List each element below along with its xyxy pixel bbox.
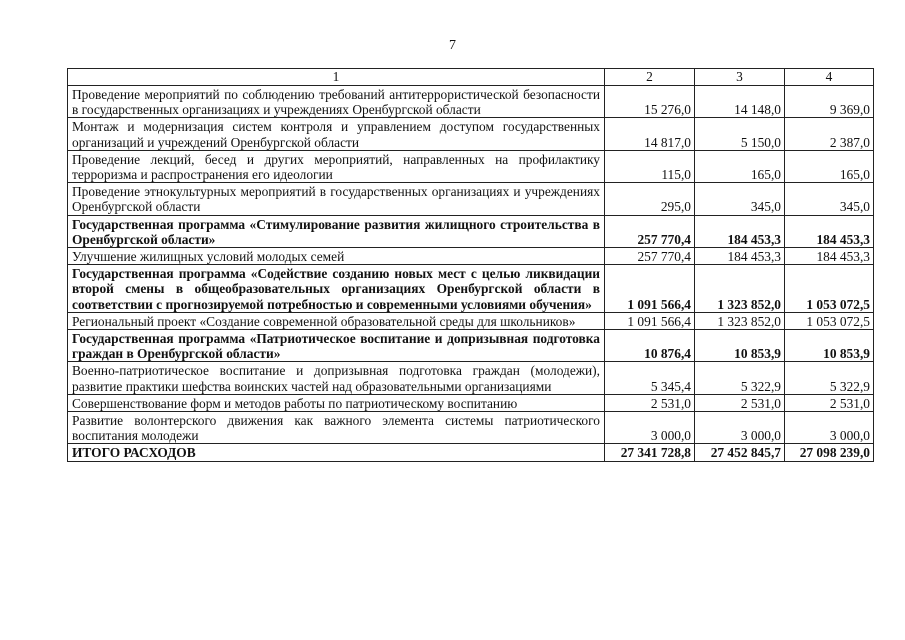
table-row [68,330,874,362]
table-row [68,444,874,461]
value-col-2: 27 341 728,8 [605,444,695,461]
table-row [68,412,874,444]
value-col-3: 5 322,9 [695,362,785,394]
value-col-3: 184 453,3 [695,248,785,265]
value-col-3: 2 531,0 [695,394,785,411]
header-col-1: 1 [68,69,605,86]
value-col-2: 15 276,0 [605,86,695,118]
value-col-4: 1 053 072,5 [785,312,874,329]
value-col-3: 184 453,3 [695,215,785,247]
value-col-3: 165,0 [695,150,785,182]
value-col-3: 10 853,9 [695,330,785,362]
value-col-4: 345,0 [785,183,874,215]
value-col-3: 1 323 852,0 [695,312,785,329]
row-name: Региональный проект «Создание современной образовательной среды для школьников» [68,312,605,329]
value-col-4: 5 322,9 [785,362,874,394]
budget-table [67,68,874,462]
value-col-3: 27 452 845,7 [695,444,785,461]
table-row [68,86,874,118]
page-number: 7 [449,38,456,53]
value-col-2: 257 770,4 [605,248,695,265]
row-name: Проведение этнокультурных мероприятий в государственных организациях и учреждениях Оренбургской области [68,183,605,215]
table-row [68,265,874,313]
value-col-3: 345,0 [695,183,785,215]
row-name: Совершенствование форм и методов работы по патриотическому воспитанию [68,394,605,411]
value-col-2: 5 345,4 [605,362,695,394]
value-col-2: 14 817,0 [605,118,695,150]
table-row [68,312,874,329]
value-col-2: 1 091 566,4 [605,312,695,329]
table-row [68,362,874,394]
value-col-3: 5 150,0 [695,118,785,150]
value-col-2: 115,0 [605,150,695,182]
value-col-4: 10 853,9 [785,330,874,362]
value-col-2: 10 876,4 [605,330,695,362]
value-col-2: 3 000,0 [605,412,695,444]
row-name: Проведение лекций, бесед и других мероприятий, направленных на профилактику терроризма и распространения его идеологии [68,150,605,182]
row-name: Улучшение жилищных условий молодых семей [68,248,605,265]
value-col-4: 2 531,0 [785,394,874,411]
table-row [68,215,874,247]
value-col-4: 3 000,0 [785,412,874,444]
header-col-3: 3 [695,69,785,86]
value-col-4: 184 453,3 [785,215,874,247]
header-col-2: 2 [605,69,695,86]
table-row [68,248,874,265]
value-col-2: 295,0 [605,183,695,215]
row-name: Военно-патриотическое воспитание и допризывная подготовка граждан (молодежи), развитие практики шефства воинских частей над образовательными организациями [68,362,605,394]
value-col-2: 1 091 566,4 [605,265,695,313]
value-col-4: 9 369,0 [785,86,874,118]
value-col-3: 1 323 852,0 [695,265,785,313]
table-row [68,118,874,150]
header-row [68,69,874,86]
header-col-4: 4 [785,69,874,86]
value-col-4: 27 098 239,0 [785,444,874,461]
value-col-4: 1 053 072,5 [785,265,874,313]
value-col-4: 2 387,0 [785,118,874,150]
table-row [68,394,874,411]
row-name: Государственная программа «Содействие созданию новых мест с целью ликвидации второй смены в общеобразовательных организациях Оренбургской области в соответствии с прогнозируемой потребностью и современными условиями обучения» [68,265,605,313]
value-col-2: 2 531,0 [605,394,695,411]
value-col-4: 165,0 [785,150,874,182]
row-name: Государственная программа «Патриотическое воспитание и допризывная подготовка граждан в Оренбургской области» [68,330,605,362]
value-col-2: 257 770,4 [605,215,695,247]
value-col-3: 3 000,0 [695,412,785,444]
row-name: Развитие волонтерского движения как важного элемента системы патриотического воспитания молодежи [68,412,605,444]
value-col-4: 184 453,3 [785,248,874,265]
row-name: Государственная программа «Стимулирование развития жилищного строительства в Оренбургской области» [68,215,605,247]
row-name: Проведение мероприятий по соблюдению требований антитеррористической безопасности в государственных организациях и учреждениях Оренбургской области [68,86,605,118]
row-name: ИТОГО РАСХОДОВ [68,444,605,461]
table-row [68,183,874,215]
table-row [68,150,874,182]
value-col-3: 14 148,0 [695,86,785,118]
row-name: Монтаж и модернизация систем контроля и управлением доступом государственных организаций и учреждений Оренбургской области [68,118,605,150]
